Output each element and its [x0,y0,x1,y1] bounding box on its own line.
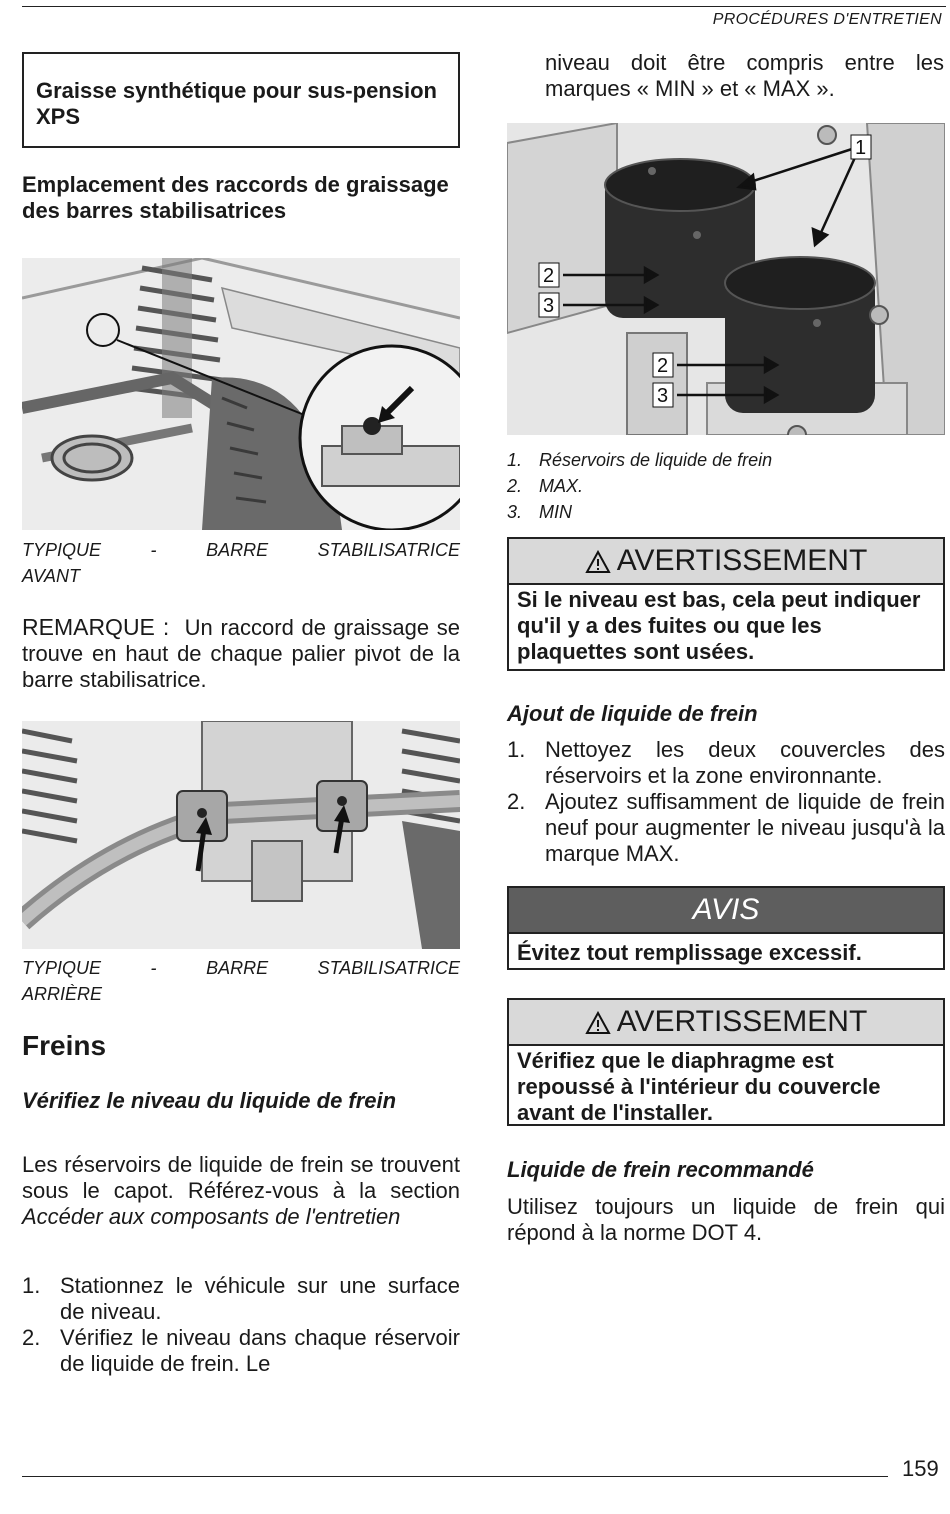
warning-triangle-icon [585,1011,611,1035]
rear-caption-line1: TYPIQUE - BARRE STABILISATRICE [22,958,460,978]
header-rule [22,6,946,7]
legend-text: MAX. [539,476,584,496]
notice-title: AVIS [692,893,760,926]
callout-label-2b: 2 [657,355,669,377]
check-step-2 [22,1325,460,1377]
front-caption-line1: TYPIQUE - BARRE STABILISATRICE [22,540,460,560]
add-step-2 [507,789,945,867]
add-step-1 [507,737,945,789]
maintenance-access-link[interactable]: Accéder aux composants de l'entretien [22,1204,401,1229]
legend-number: 2. [507,476,523,496]
step-text: Vérifiez le niveau dans chaque réservoir de liquide de frein. Le [60,1325,460,1376]
step-number: 1. [507,737,526,762]
footer-rule [22,1476,888,1477]
front-stabilizer-illustration [22,258,460,530]
grease-spec-text: Graisse synthétique pour sus-pension XPS [36,78,437,129]
reservoir-legend [507,447,945,525]
note-text: Un raccord de graissage se trouve en haut de chaque palier pivot de la barre stabilisatrice. [22,615,460,692]
legend-text: Réservoirs de liquide de frein [539,450,773,470]
front-stabilizer-figure [22,258,460,530]
callout-label-3b: 3 [657,385,669,407]
warning-box-leaks [507,537,945,671]
note-label: REMARQUE : [22,614,170,640]
rear-stabilizer-illustration [22,721,460,949]
running-header: PROCÉDURES D'ENTRETIEN [712,11,942,28]
notice-text: Évitez tout remplissage excessif. [517,940,862,965]
add-fluid-steps [507,737,945,867]
warning-triangle-icon [585,550,611,574]
callout-label-3a: 3 [543,295,555,317]
brake-reservoir-figure [507,123,945,435]
brake-reservoir-illustration [507,123,945,435]
warning-title: AVERTISSEMENT [616,1005,868,1038]
warning-text: Si le niveau est bas, cela peut indiquer qu'il y a des fuites ou que les plaquettes sont usées. [517,587,921,664]
recommended-fluid-heading: Liquide de frein recommandé [507,1157,814,1182]
check-level-heading: Vérifiez le niveau du liquide de frein [22,1088,397,1113]
legend-number: 1. [507,450,523,470]
page-number: 159 [902,1456,939,1481]
warning-text: Vérifiez que le diaphragme est repoussé à l'intérieur du couvercle avant de l'installer. [517,1048,881,1125]
section-title-brakes: Freins [22,1030,107,1061]
step-text: Nettoyez les deux couvercles des réservoirs et la zone environnante. [545,737,945,788]
brake-intro-paragraph [22,1152,460,1230]
step-text: Stationnez le véhicule sur une surface de niveau. [60,1273,460,1324]
step-number: 2. [507,789,526,814]
step-number: 1. [22,1273,41,1298]
check-step-1 [22,1273,460,1325]
rear-stabilizer-figure [22,721,460,949]
legend-item [507,473,945,499]
warning-box-diaphragm [507,998,945,1126]
fittings-heading: Emplacement des raccords de graissage des barres stabilisatrices [22,172,449,223]
callout-label-1: 1 [855,137,867,159]
level-continued-text: niveau doit être compris entre les marques « MIN » et « MAX ». [545,50,944,101]
rear-caption-line2: ARRIÈRE [22,984,103,1004]
warning-header [509,539,943,585]
recommended-fluid-text: Utilisez toujours un liquide de frein qui répond à la norme DOT 4. [507,1194,945,1245]
step-text: Ajoutez suffisamment de liquide de frein neuf pour augmenter le niveau jusqu'à la marque MAX. [545,789,945,866]
brake-intro-text: Les réservoirs de liquide de frein se trouvent sous le capot. Référez-vous à la section [22,1152,460,1203]
legend-item [507,447,945,473]
step-number: 2. [22,1325,41,1350]
legend-item [507,499,945,525]
check-level-steps [22,1273,460,1377]
front-caption-line2: AVANT [22,566,81,586]
legend-number: 3. [507,502,523,522]
callout-label-2a: 2 [543,265,555,287]
warning-title: AVERTISSEMENT [616,544,868,577]
warning-header [509,1000,943,1046]
notice-header [509,888,943,934]
legend-text: MIN [539,502,572,522]
note-paragraph [22,614,460,693]
notice-box-overfill [507,886,945,970]
add-fluid-heading: Ajout de liquide de frein [507,701,758,726]
grease-spec-box [22,52,460,148]
